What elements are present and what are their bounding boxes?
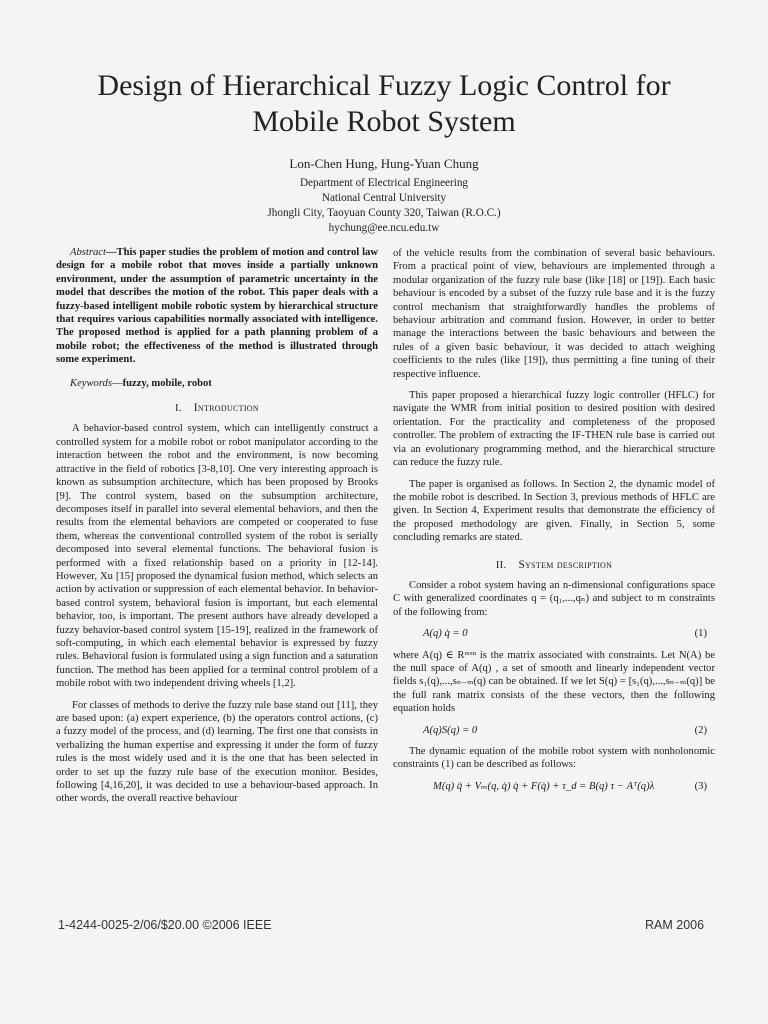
paper-title bbox=[40, 68, 728, 140]
intro-paragraph-2: For classes of methods to derive the fuzzy rule base stand out [11], they are based upon: (a) expert experience, (b) the operators control actions, (c) a fuzzy model of the process, and (d) learning. The first one that consists in verbalizing the human expertise and expressing it under the form of fuzzy rules is the most widely used and it is the one that has been selected in order to set up the fuzzy rule base of the execution monitor. Besides, following [4,16,20], it was decided to use a behaviour-based approach. In other words, the overall reactive behaviour bbox=[56, 699, 378, 805]
section-title: Introduction bbox=[193, 402, 259, 415]
affiliation-block bbox=[40, 176, 728, 236]
equation-3-number: (3) bbox=[694, 780, 707, 792]
title-line-2: Mobile Robot System bbox=[252, 105, 516, 138]
equation-1-number: (1) bbox=[694, 628, 707, 640]
affiliation-address: Jhongli City, Taoyuan County 320, Taiwan (R.O.C.) bbox=[267, 207, 501, 219]
equation-2-number: (2) bbox=[694, 724, 707, 736]
system-paragraph-1: Consider a robot system having an n-dimensional configurations space C with generalized coordinates q = (q₁,...,qₙ) and subject to m constraints of the following from: bbox=[393, 579, 715, 618]
left-column bbox=[56, 246, 378, 814]
section-number: II. bbox=[495, 559, 507, 571]
footer-copyright: 1-4244-0025-2/06/$20.00 ©2006 IEEE bbox=[58, 918, 272, 932]
keywords-dash: — bbox=[111, 377, 123, 389]
section-title: System description bbox=[518, 558, 613, 571]
affiliation-email: hychung@ee.ncu.edu.tw bbox=[328, 222, 440, 234]
keywords-text: fuzzy, mobile, robot bbox=[122, 377, 212, 389]
system-paragraph-3: The dynamic equation of the mobile robot system with nonholonomic constraints (1) can be described as follows: bbox=[393, 746, 715, 771]
title-line-1: Design of Hierarchical Fuzzy Logic Control for bbox=[97, 69, 671, 102]
right-paragraph-3: The paper is organised as follows. In Section 2, the dynamic model of the mobile robot is described. In Section 3, previous methods of HFLC are given. In Section 4, Experiment results that demonstrate the efficiency of the proposed methodology are given. Finally, in Section 5, some concluding remarks are stated. bbox=[393, 478, 715, 544]
equation-3 bbox=[393, 780, 715, 793]
right-paragraph-1: of the vehicle results from the combination of several basic behaviours. From a practical point of view, behaviours are implemented through a modular organization of the fuzzy rule base (like [18] or [19]). Each basic behaviour is encoded by a subset of the fuzzy rule base and it is the fuzzy control mechanism that straightforwardly handles the problems of behaviour arbitration and command fusion. However, in order to better manage the interactions between the basic behaviours and between the rules of a given basic behaviour, it was decided to attach weighing coefficients to the rules (like [19]), thus permitting a fine tuning of their respective influence. bbox=[393, 248, 715, 380]
equation-2 bbox=[393, 724, 715, 737]
section-number: I. bbox=[175, 403, 182, 415]
keywords bbox=[56, 377, 378, 390]
abstract-label: Abstract bbox=[70, 247, 106, 258]
section-heading-system-description bbox=[393, 559, 715, 572]
affiliation-department: Department of Electrical Engineering bbox=[299, 177, 469, 189]
footer-conference: RAM 2006 bbox=[645, 918, 705, 932]
keywords-label: Keywords bbox=[70, 377, 112, 389]
system-paragraph-2: where A(q) ∈ Rᵐˣⁿ is the matrix associated with constraints. Let N(A) be the null space of A(q) , a set of smooth and linearly independent vector fields s₁(q),...,sₙ₋ₘ(q) can be obtained. If we let S(q) = [s₁(q),...,sₙ₋ₘ(q)] be the full rank matrix consists of the these vectors, then the following equation holds bbox=[393, 649, 715, 715]
right-paragraph-2: This paper proposed a hierarchical fuzzy logic controller (HFLC) for navigate the WMR from initial position to desired position with desired orientation. For the practicality and completeness of the proposed controller. The problem of extracting the IF-THEN rule base is carried out via an evolutionary programming method, and the hierarchical structure can reduce the fuzzy rule. bbox=[393, 390, 715, 469]
equation-1 bbox=[393, 627, 715, 640]
right-column bbox=[393, 247, 715, 801]
equation-1-expression: A(q) q̇ = 0 bbox=[423, 628, 468, 640]
section-heading-introduction bbox=[56, 402, 378, 415]
authors: Lon-Chen Hung, Hung-Yuan Chung bbox=[289, 156, 479, 171]
abstract-text: —This paper studies the problem of motion and control law design for a mobile robot that moves inside a partially unknown environment, under the assumption of parametric uncertainty in the model that describes the motion of the robot. This paper deals with a fuzzy-based intelligent mobile robotic system by hierarchical structure that requires various capabilities normally associated with intelligence. The proposed method is applied for a path planning problem of a mobile robot; the effectiveness of the method is illustrated through some experiment. bbox=[56, 247, 378, 366]
abstract bbox=[56, 246, 378, 367]
affiliation-university: National Central University bbox=[321, 192, 447, 204]
equation-2-expression: A(q)S(q) = 0 bbox=[423, 724, 478, 736]
equation-3-expression: M(q) q̈ + Vₘ(q, q̇) q̇ + F(q̇) + τ_d = B(q) τ − Aᵀ(q)λ bbox=[433, 780, 655, 792]
intro-paragraph-1: A behavior-based control system, which can intelligently construct a controlled system for a mobile robot or robot manipulator according to the interaction between the robot and the environment, is now becoming attractive in the field of robotics [3-8,10]. One very interesting approach is known as subsumption architecture, which has been proposed by Brooks [9]. The control system, based on the subsumption architecture, decomposes itself in parallel into several elemental behaviors, and then the results from the elemental behaviors are competed or cooperated to fuse them, whereas the conventional controlled system of the robot is serially decomposed into several elemental functions. The behavioral fusion is performed with a fixed relationship based on a priority in [12-14]. However, Xu [15] proposed the dynamical fusion method, which selects an action by activation or suppression of each elemental behavior. In behavior-based control system, behavioral fusion is important, but each elemental behavior, too, is important. The present authors have already developed a fuzzy behavior-based control system [15-19], realized in the framework of soft-computing, in which each elemental behavior is expressed by fuzzy rules. Behavioral fusion is formulated using a sign function and a saturation function. The method has been applied for a terminal control problem of a mobile robot with two independent driving wheels [1,2]. bbox=[56, 423, 378, 690]
